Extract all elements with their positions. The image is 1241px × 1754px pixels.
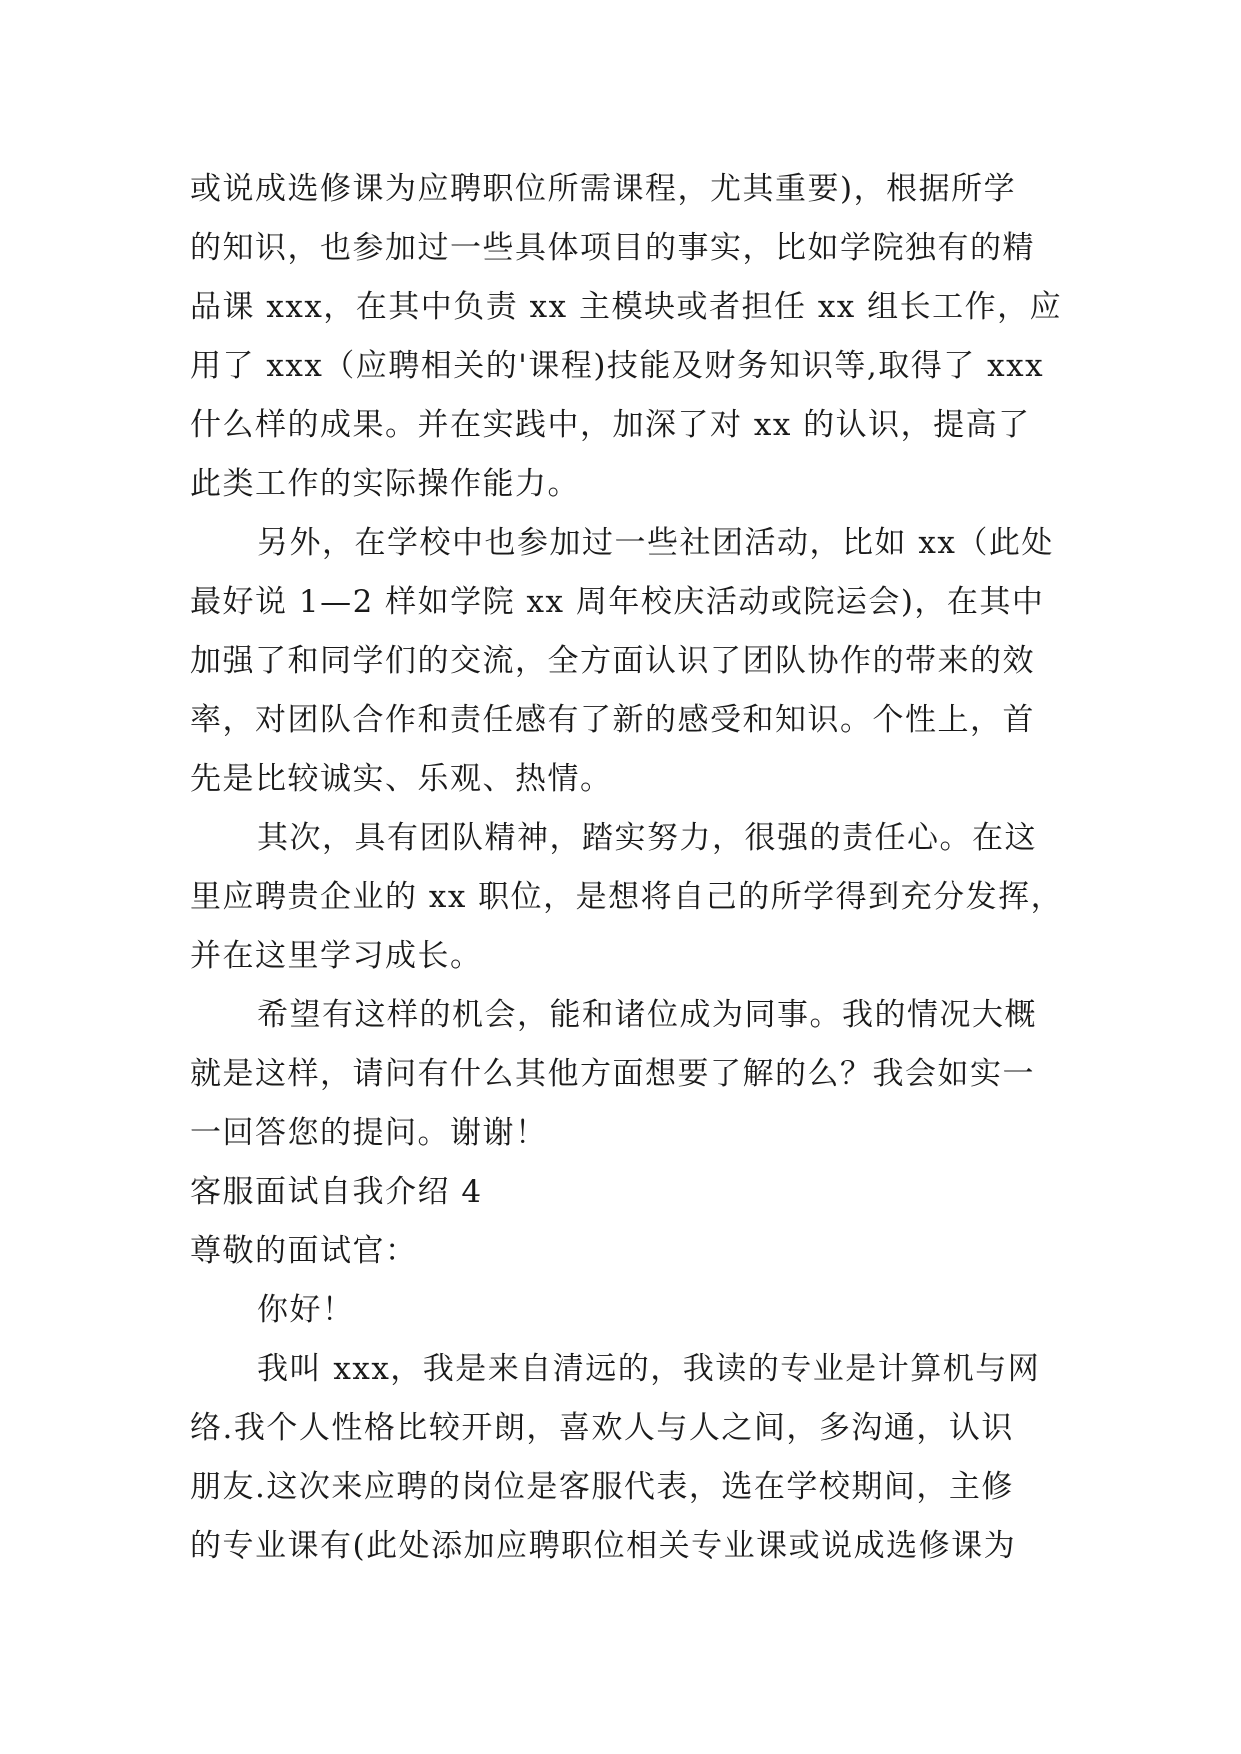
text-line: 你好！ xyxy=(257,1292,355,1328)
text-line: 我叫 xxx，我是来自清远的，我读的专业是计算机与网 xyxy=(257,1351,1041,1387)
text-line: 品课 xxx，在其中负责 xx 主模块或者担任 xx 组长工作，应 xyxy=(190,289,1063,325)
text-line: 并在这里学习成长。 xyxy=(190,938,483,974)
text-line: 此类工作的实际操作能力。 xyxy=(190,466,580,502)
text-line: 希望有这样的机会，能和诸位成为同事。我的情况大概 xyxy=(257,997,1037,1033)
text-line: 的专业课有(此处添加应聘职位相关专业课或说成选修课为 xyxy=(190,1528,1017,1564)
text-line: 加强了和同学们的交流，全方面认识了团队协作的带来的效 xyxy=(190,643,1035,679)
text-line: 一回答您的提问。谢谢！ xyxy=(190,1115,548,1151)
text-line: 络.我个人性格比较开朗，喜欢人与人之间，多沟通，认识 xyxy=(190,1410,1014,1446)
text-line: 最好说 1—2 样如学院 xx 周年校庆活动或院运会)，在其中 xyxy=(190,584,1045,620)
text-line: 率，对团队合作和责任感有了新的感受和知识。个性上，首 xyxy=(190,702,1035,738)
text-line: 其次，具有团队精神，踏实努力，很强的责任心。在这 xyxy=(257,820,1037,856)
text-line: 就是这样，请问有什么其他方面想要了解的么？我会如实一 xyxy=(190,1056,1035,1092)
text-line: 里应聘贵企业的 xx 职位，是想将自己的所学得到充分发挥， xyxy=(190,879,1064,915)
document-body xyxy=(190,160,1064,1576)
text-line: 客服面试自我介绍 4 xyxy=(190,1174,483,1210)
text-line: 的知识，也参加过一些具体项目的事实，比如学院独有的精 xyxy=(190,230,1035,266)
text-line: 尊敬的面试官： xyxy=(190,1233,418,1269)
text-line: 或说成选修课为应聘职位所需课程，尤其重要)，根据所学 xyxy=(190,171,1017,207)
text-line: 什么样的成果。并在实践中，加深了对 xx 的认识，提高了 xyxy=(190,407,1031,443)
text-line: 另外，在学校中也参加过一些社团活动，比如 xx（此处 xyxy=(257,525,1054,561)
text-line: 用了 xxx（应聘相关的'课程)技能及财务知识等,取得了 xxx xyxy=(190,348,1045,384)
text-line: 朋友.这次来应聘的岗位是客服代表，选在学校期间，主修 xyxy=(190,1469,1014,1505)
text-line: 先是比较诚实、乐观、热情。 xyxy=(190,761,613,797)
